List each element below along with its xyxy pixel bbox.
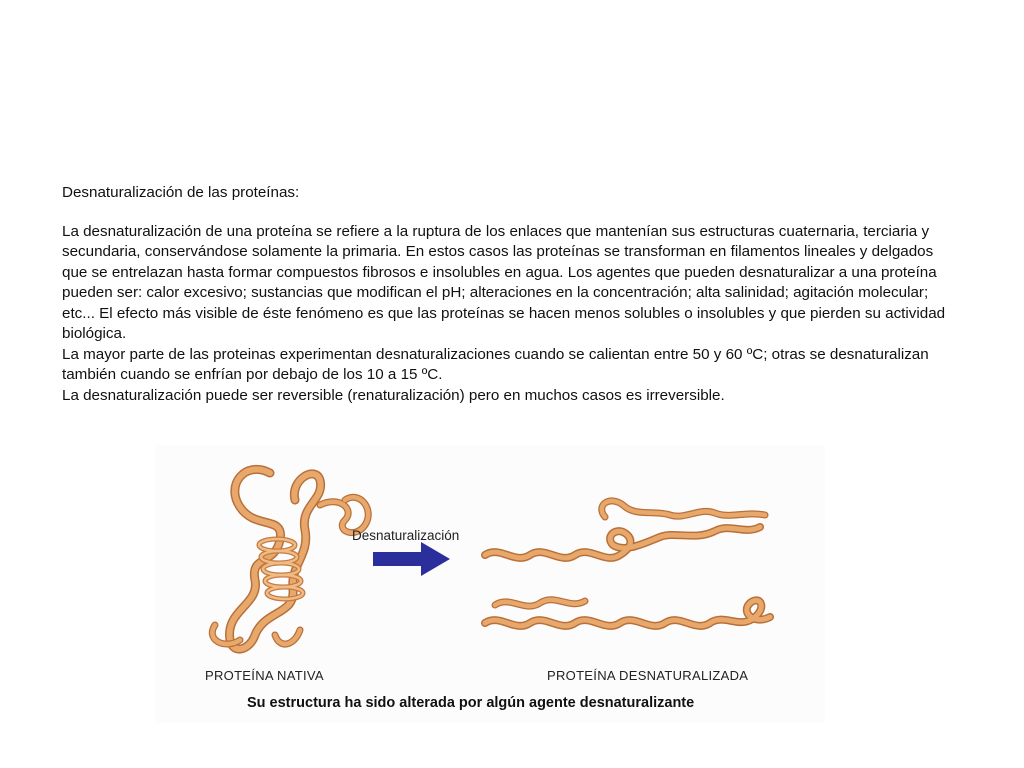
paragraph-reversibility: La desnaturalización puede ser reversible (renaturalización) pero en muchos casos es irreversible.	[62, 386, 725, 404]
figure-caption: Su estructura ha sido alterada por algún agente desnaturalizante	[247, 695, 695, 711]
slide-text	[62, 183, 962, 406]
native-protein-label: PROTEÍNA NATIVA	[205, 668, 324, 683]
denatured-protein-illustration	[485, 501, 770, 626]
right-arrow-icon	[373, 542, 450, 576]
denaturation-figure	[155, 445, 825, 723]
denatured-protein-label: PROTEÍNA DESNATURALIZADA	[547, 668, 749, 683]
paragraph-temperature: La mayor parte de las proteinas experimentan desnaturalizaciones cuando se calientan entre 50 y 60 ºC; otras se desnaturalizan también cuando se enfrían por debajo de los 10 a 15 ºC.	[62, 345, 929, 383]
arrow-label: Desnaturalización	[352, 528, 460, 543]
slide-title: Desnaturalización de las proteínas:	[62, 184, 300, 201]
native-protein-illustration	[212, 469, 368, 649]
paragraph-definition: La desnaturalización de una proteína se refiere a la ruptura de los enlaces que mantenían sus estructuras cuaternaria, terciaria y secundaria, conservándose solamente la primaria. En estos casos las proteínas se transforman en filamentos lineales y delgados que se entrelazan hasta formar compuestos fibrosos e insolubles en agua. Los agentes que pueden desnaturalizar a una proteína pueden ser: calor excesivo; sustancias que modifican el pH; alteraciones en la concentración; alta salinidad; agitación molecular; etc... El efecto más visible de éste fenómeno es que las proteínas se hacen menos solubles o insolubles y que pierden su actividad biológica.	[62, 222, 946, 342]
